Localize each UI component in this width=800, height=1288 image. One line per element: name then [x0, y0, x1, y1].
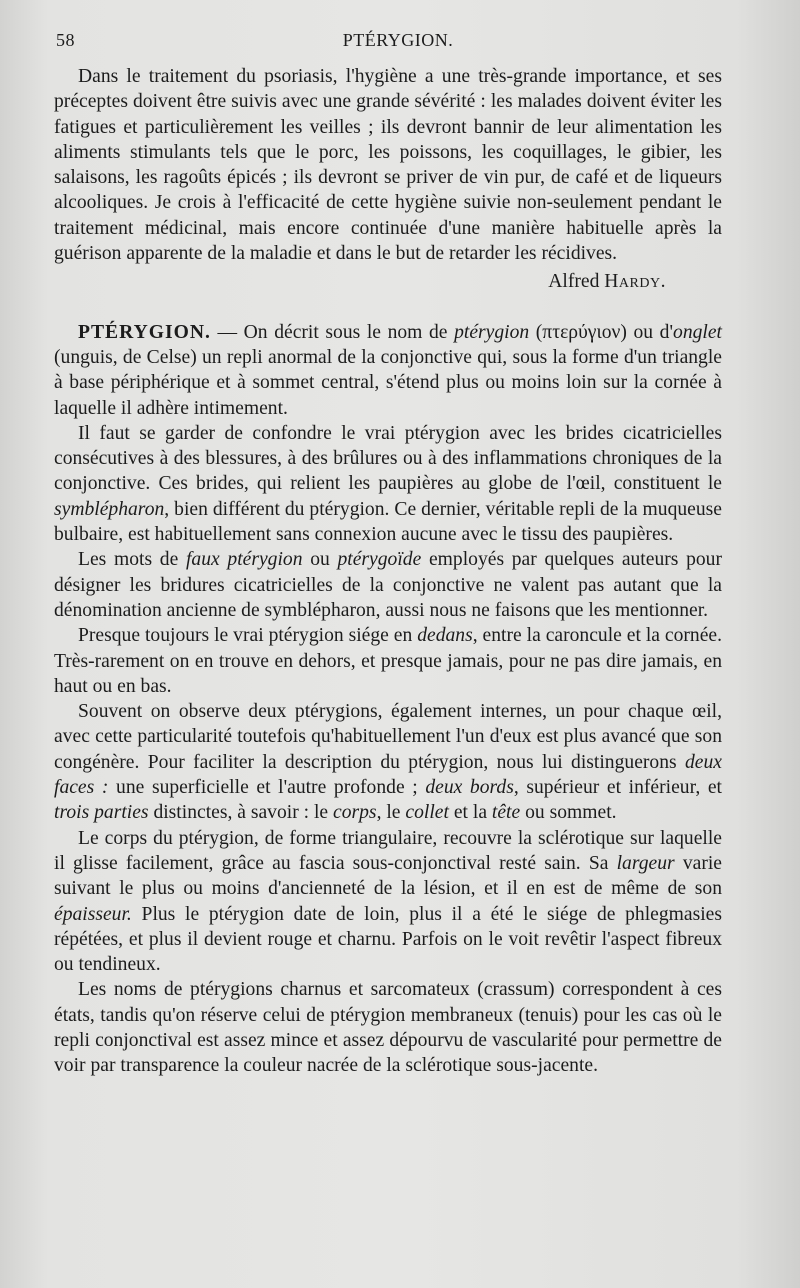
description-paragraph: Souvent on observe deux ptérygions, également internes, un pour chaque œil, avec cette particularité toutefois qu'habituellement l'un d'eux est plus avancé que son congénère. Pour faciliter la description du ptérygion, nous lui distinguerons deux faces : une superficielle et l'autre profonde ; deux bords, supérieur et inférieur, et trois parties distinctes, à savoir : le corps, le collet et la tête ou sommet.	[54, 701, 722, 824]
body-of-pterygion-paragraph: Le corps du ptérygion, de forme triangulaire, recouvre la sclérotique sur laquelle il glisse facilement, grâce au fascia sous-conjonctival resté sain. Sa largeur varie suivant le plus ou moins d'ancienneté de la lésion, et il en est de même de son épaisseur. Plus le ptérygion date de loin, plus il a été le siége de phlegmasies répétées, et plus il devient rouge et charnu. Parfois on le voit revêtir l'aspect fibreux ou tendineux.	[54, 827, 722, 976]
psoriasis-hygiene-paragraph: Dans le traitement du psoriasis, l'hygiène a une très-grande importance, et ses préceptes doivent être suivis avec une grande sévérité : les malades doivent éviter les fatigues et particulièrement les veilles ; ils devront bannir de leur alimentation les aliments stimulants tels que le porc, les poissons, les coquillages, le gibier, les salaisons, les ragoûts épicés ; ils devront se priver de vin pur, de café et de liqueurs alcooliques. Je crois à l'efficacité de cette hygiène suivie non-seulement pendant le traitement médicinal, mais encore continuée d'une manière habituelle après la guérison apparente de la maladie et dans le but de retarder les récidives.	[54, 66, 722, 265]
location-paragraph: Presque toujours le vrai ptérygion siége en dedans, entre la caroncule et la cornée. Très-rarement on en trouve en dehors, et presque jamais, pour ne pas dire jamais, en haut ou en bas.	[54, 625, 723, 697]
page-number: 58	[56, 30, 75, 50]
author-signature	[54, 269, 722, 294]
pterygion-definition-paragraph: PTÉRYGION. — On décrit sous le nom de ptérygion (πτερύγιον) ou d'onglet (unguis, de Celse) un repli anormal de la conjonctive qui, sous la forme d'un triangle à base périphérique et à sommet central, s'étend plus ou moins loin sur la cornée à laquelle il adhère intimement.	[54, 321, 722, 419]
running-head	[56, 30, 740, 58]
author-last-name: Hardy.	[604, 271, 666, 293]
body-text	[54, 64, 722, 1079]
running-title: PTÉRYGION.	[342, 30, 454, 50]
author-first-name: Alfred	[548, 271, 600, 293]
varieties-paragraph: Les noms de ptérygions charnus et sarcomateux (crassum) correspondent à ces états, tandis qu'on réserve celui de ptérygion membraneux (tenuis) pour les cas où le repli conjonctival est assez mince et assez dépourvu de vascularité pour permettre de voir par transparence la couleur nacrée de la sclérotique sous-jacente.	[54, 979, 722, 1077]
symblepharon-paragraph: Il faut se garder de confondre le vrai ptérygion avec les brides cicatricielles consécutives à des blessures, à des brûlures ou à des inflammations chroniques de la conjonctive. Ces brides, qui relient les paupières au globe de l'œil, constituent le symblépharon, bien différent du ptérygion. Ce dernier, véritable repli de la muqueuse bulbaire, est habituellement sans connexion aucune avec le tissu des paupières.	[54, 422, 722, 546]
entry-headword: PTÉRYGION.	[78, 321, 211, 343]
section-gap	[54, 295, 722, 320]
faux-pterygion-paragraph: Les mots de faux ptérygion ou ptérygoïde employés par quelques auteurs pour désigner les bridures cicatricielles de la conjonctive ne valent pas autant que la dénomination ancienne de symblépharon, aussi nous ne faisons que les mentionner.	[54, 549, 723, 621]
